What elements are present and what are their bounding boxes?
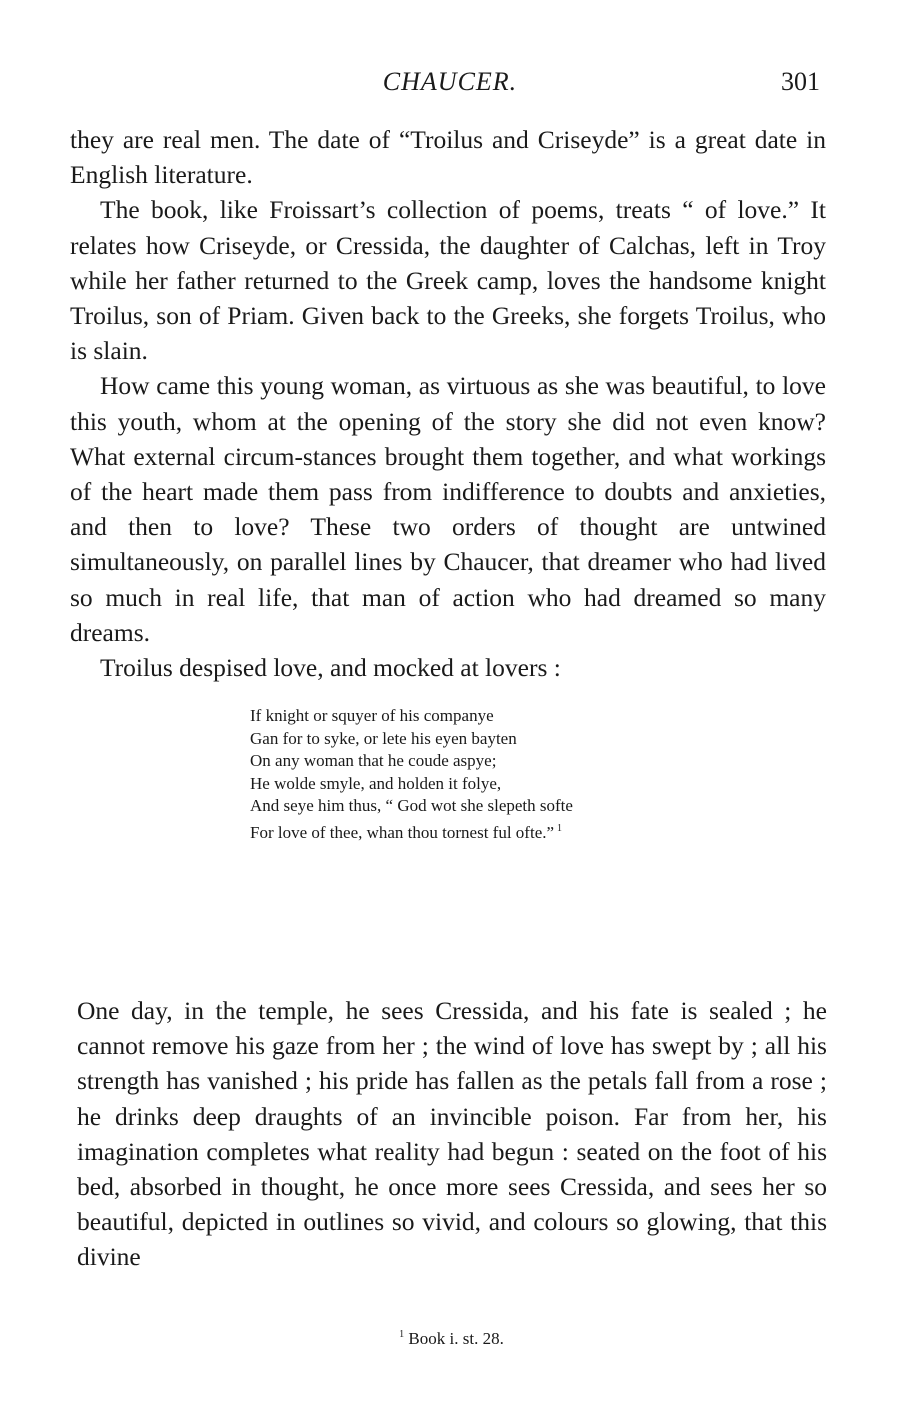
footnote-text: Book i. st. 28.: [408, 1329, 504, 1348]
verse-line: He wolde smyle, and holden it folye,: [250, 773, 502, 793]
continuation-text: [77, 993, 827, 1275]
page-number: 301: [781, 67, 820, 96]
verse-line: And seye him thus, “ God wot she slepeth softe: [250, 796, 573, 816]
verse-quotation: [250, 705, 826, 844]
verse-line: Gan for to syke, or lete his eyen bayten: [250, 728, 517, 748]
body-text: [70, 122, 826, 866]
running-head: [0, 62, 900, 102]
paragraph-verse-intro: Troilus despised love, and mocked at lovers :: [100, 653, 561, 683]
verse-line: On any woman that he coude aspye;: [250, 751, 497, 771]
paragraph-continuation: One day, in the temple, he sees Cressida, and his fate is sealed ; he cannot remove his gaze from her ; the wind of love has swept by ; all his strength has vanished ; his pride has fallen as the petals fall from a rose ; he drinks deep draughts of an invincible poison. Far from her, his imagination completes what reality had begun : seated on the foot of his bed, absorbed in thought, he once more sees Cressida, and sees her so beautiful, depicted in outlines so vivid, and colours so glowing, that this divine: [77, 996, 827, 1272]
running-title: CHAUCER.: [382, 67, 518, 96]
paragraph-book-summary: The book, like Froissart’s collection of poems, treats “ of love.” It relates how Criseyde, or Cressida, the daughter of Calchas, left in Troy while her father returned to the Greek camp, loves the handsome knight Troilus, son of Priam. Given back to the Greeks, she forgets Troilus, who is slain.: [70, 195, 826, 366]
paragraph-opening: they are real men. The date of “Troilus and Criseyde” is a great date in English literature.: [70, 125, 826, 190]
footnote: [0, 1322, 900, 1352]
footnote-marker: 1: [399, 1329, 405, 1340]
verse-line-text: For love of thee, whan thou tornest ful ofte.”: [250, 822, 555, 842]
verse-line: If knight or squyer of his companye: [250, 706, 494, 726]
paragraph-question: How came this young woman, as virtuous as she was beautiful, to love this youth, whom at the opening of the story she did not even know? What external circum-stances brought them together, and what workings of the heart made them pass from indifference to doubts and anxieties, and then to love? These two orders of thought are untwined simultaneously, on parallel lines by Chaucer, that dreamer who had lived so much in real life, that man of action who had dreamed so many dreams.: [70, 371, 826, 647]
footnote-reference: 1: [557, 822, 563, 834]
verse-line-last: [250, 818, 826, 845]
